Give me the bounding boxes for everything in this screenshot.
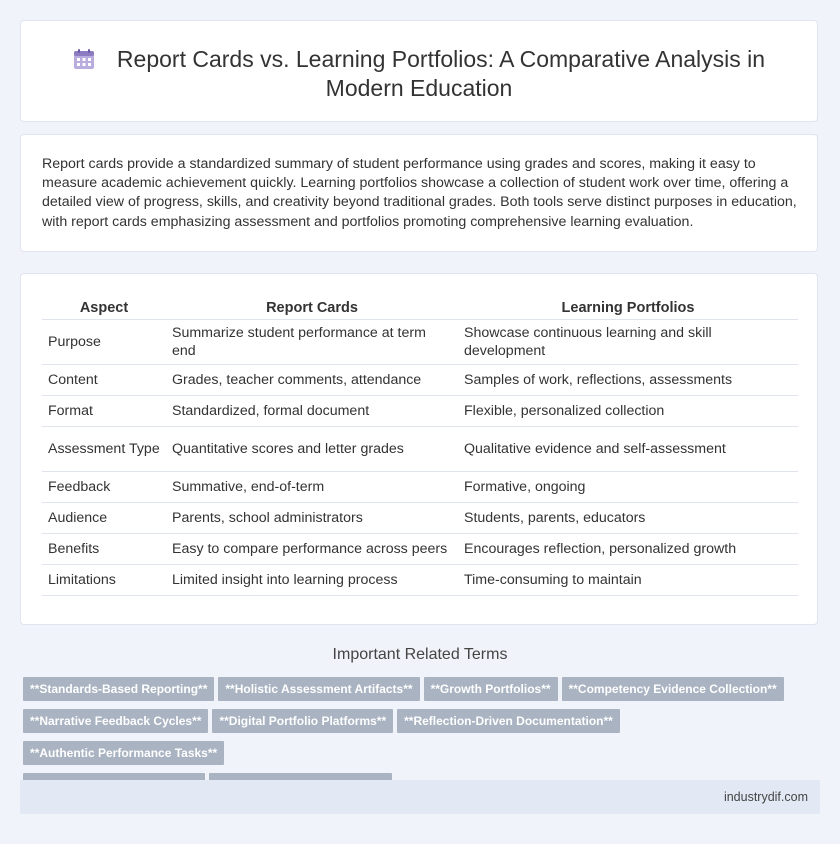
table-cell: Feedback <box>42 472 166 503</box>
column-header: Aspect <box>42 296 166 320</box>
related-term-tag[interactable]: **Competency Evidence Collection** <box>562 677 784 701</box>
calendar-icon <box>73 48 95 70</box>
table-cell: Summative, end-of-term <box>166 472 458 503</box>
table-cell: Audience <box>42 503 166 534</box>
table-cell: Samples of work, reflections, assessments <box>458 365 798 396</box>
table-cell: Assessment Type <box>42 427 166 472</box>
column-header: Report Cards <box>166 296 458 320</box>
table-cell: Students, parents, educators <box>458 503 798 534</box>
page-title: Report Cards vs. Learning Portfolios: A Comparative Analysis in Modern Education <box>116 46 766 101</box>
table-cell: Time-consuming to maintain <box>458 565 798 596</box>
table-cell: Format <box>42 396 166 427</box>
related-term-tag[interactable]: **Reflection-Driven Documentation** <box>397 709 620 733</box>
header-card <box>20 20 818 122</box>
table-cell: Qualitative evidence and self-assessment <box>458 427 798 472</box>
table-header-row <box>42 296 798 320</box>
table-cell: Easy to compare performance across peers <box>166 534 458 565</box>
footer-site-link[interactable]: industrydif.com <box>723 790 808 804</box>
intro-card <box>20 134 818 252</box>
table-row <box>42 365 798 396</box>
table-cell: Formative, ongoing <box>458 472 798 503</box>
table-row <box>42 472 798 503</box>
footer <box>20 780 820 814</box>
table-cell: Purpose <box>42 320 166 365</box>
related-term-tag[interactable]: **Growth Portfolios** <box>424 677 558 701</box>
page-title-wrap <box>61 45 777 103</box>
table-row <box>42 534 798 565</box>
table-row <box>42 565 798 596</box>
table-cell: Encourages reflection, personalized growth <box>458 534 798 565</box>
related-term-tag[interactable]: **Authentic Performance Tasks** <box>23 741 224 765</box>
related-term-tag[interactable]: **Digital Portfolio Platforms** <box>212 709 393 733</box>
comparison-card <box>20 273 818 625</box>
table-cell: Benefits <box>42 534 166 565</box>
table-cell: Summarize student performance at term end <box>166 320 458 365</box>
table-row <box>42 427 798 472</box>
table-cell: Limitations <box>42 565 166 596</box>
intro-paragraph: Report cards provide a standardized summary of student performance using grades and scores, making it easy to measure academic achievement quickly. Learning portfolios showcase a collection of student work over time, offering a detailed view of progress, skills, and creativity beyond traditional grades. Both tools serve distinct purposes in education, with report cards emphasizing assessment and portfolios promoting comprehensive learning evaluation. <box>42 156 797 230</box>
table-cell: Parents, school administrators <box>166 503 458 534</box>
table-row <box>42 320 798 365</box>
column-header: Learning Portfolios <box>458 296 798 320</box>
table-cell: Flexible, personalized collection <box>458 396 798 427</box>
table-row <box>42 396 798 427</box>
related-term-tag[interactable]: **Standards-Based Reporting** <box>23 677 214 701</box>
table-cell: Grades, teacher comments, attendance <box>166 365 458 396</box>
related-terms-title: Important Related Terms <box>332 646 508 663</box>
table-cell: Content <box>42 365 166 396</box>
related-term-tag[interactable]: **Holistic Assessment Artifacts** <box>218 677 419 701</box>
table-cell: Quantitative scores and letter grades <box>166 427 458 472</box>
table-row <box>42 503 798 534</box>
related-term-tag[interactable]: **Narrative Feedback Cycles** <box>23 709 208 733</box>
table-cell: Showcase continuous learning and skill development <box>458 320 798 365</box>
comparison-table <box>42 296 798 596</box>
table-cell: Limited insight into learning process <box>166 565 458 596</box>
table-cell: Standardized, formal document <box>166 396 458 427</box>
